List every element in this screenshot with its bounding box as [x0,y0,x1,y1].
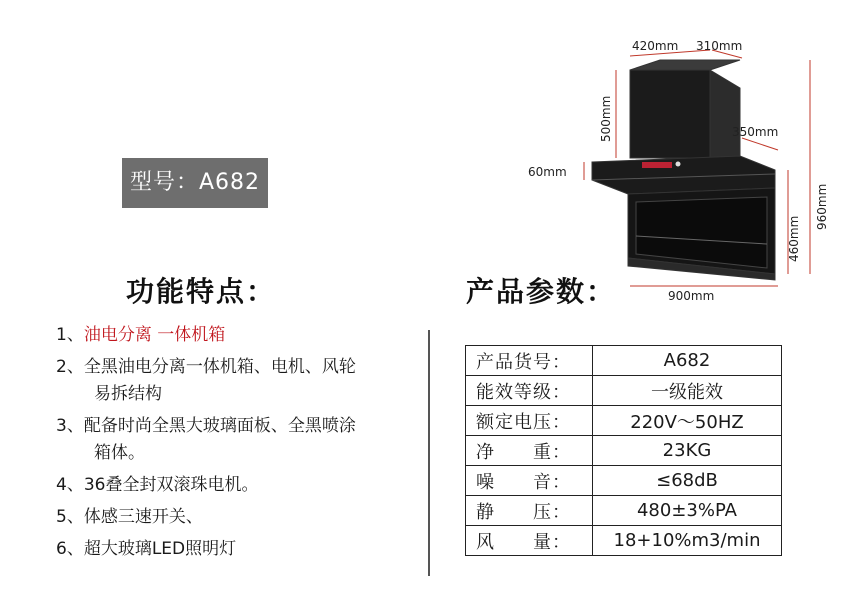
table-row [466,346,782,376]
feature-item [56,472,436,499]
feature-text: 全黑油电分离一体机箱、电机、风轮 [83,357,356,377]
feature-item [56,322,436,349]
model-badge: 型号：A682 [122,158,268,208]
chimney [630,60,740,162]
dim-hood-depth: 350mm [732,125,779,139]
feature-item [56,413,436,467]
dim-width: 900mm [668,289,715,300]
param-value: ≤68dB [593,466,782,496]
param-value: A682 [593,346,782,376]
feature-number: 4、 [56,475,84,495]
param-key: 噪 音： [466,466,593,496]
param-key: 额定电压： [466,406,593,436]
feature-text-continued: 易拆结构 [94,384,162,404]
param-key: 风 量： [466,526,593,556]
dim-chimney-height: 500mm [599,95,613,142]
param-value: 220V～50HZ [593,406,782,436]
feature-number: 1、 [56,325,84,345]
range-hood-diagram [520,30,840,300]
param-value: 23KG [593,436,782,466]
table-row [466,526,782,556]
dim-top-thickness: 60mm [528,165,567,179]
feature-item [56,504,436,531]
dim-chimney-depth: 310mm [696,39,743,53]
param-value: 18+10%m3/min [593,526,782,556]
params-table [465,345,782,556]
param-key: 能效等级： [466,376,593,406]
feature-text-continued: 箱体。 [94,443,145,463]
hood-top [592,156,775,194]
vertical-divider [428,330,430,576]
feature-text: 体感三速开关、 [83,507,203,527]
param-key: 净 重： [466,436,593,466]
table-row [466,496,782,526]
feature-text: 配备时尚全黑大玻璃面板、全黑喷涂 [83,416,356,436]
glass-panel [628,188,775,280]
feature-text: 超大玻璃LED照明灯 [83,539,237,559]
param-value: 480±3%PA [593,496,782,526]
feature-number: 6、 [56,539,84,559]
feature-number: 3、 [56,416,84,436]
feature-text: 36叠全封双滚珠电机。 [83,475,259,495]
features-heading: 功能特点： [126,275,277,308]
feature-item [56,536,436,563]
params-heading: 产品参数： [466,275,617,308]
dim-body-height: 460mm [787,215,801,262]
param-key: 静 压： [466,496,593,526]
table-row [466,376,782,406]
feature-number: 2、 [56,357,84,377]
table-row [466,466,782,496]
table-row [466,436,782,466]
feature-item [56,354,436,408]
feature-number: 5、 [56,507,84,527]
feature-text: 油电分离 一体机箱 [83,325,226,345]
dim-chimney-width: 420mm [632,39,679,53]
features-list [56,322,436,568]
table-row [466,406,782,436]
param-value: 一级能效 [593,376,782,406]
dim-total-height: 960mm [815,183,829,230]
param-key: 产品货号： [466,346,593,376]
